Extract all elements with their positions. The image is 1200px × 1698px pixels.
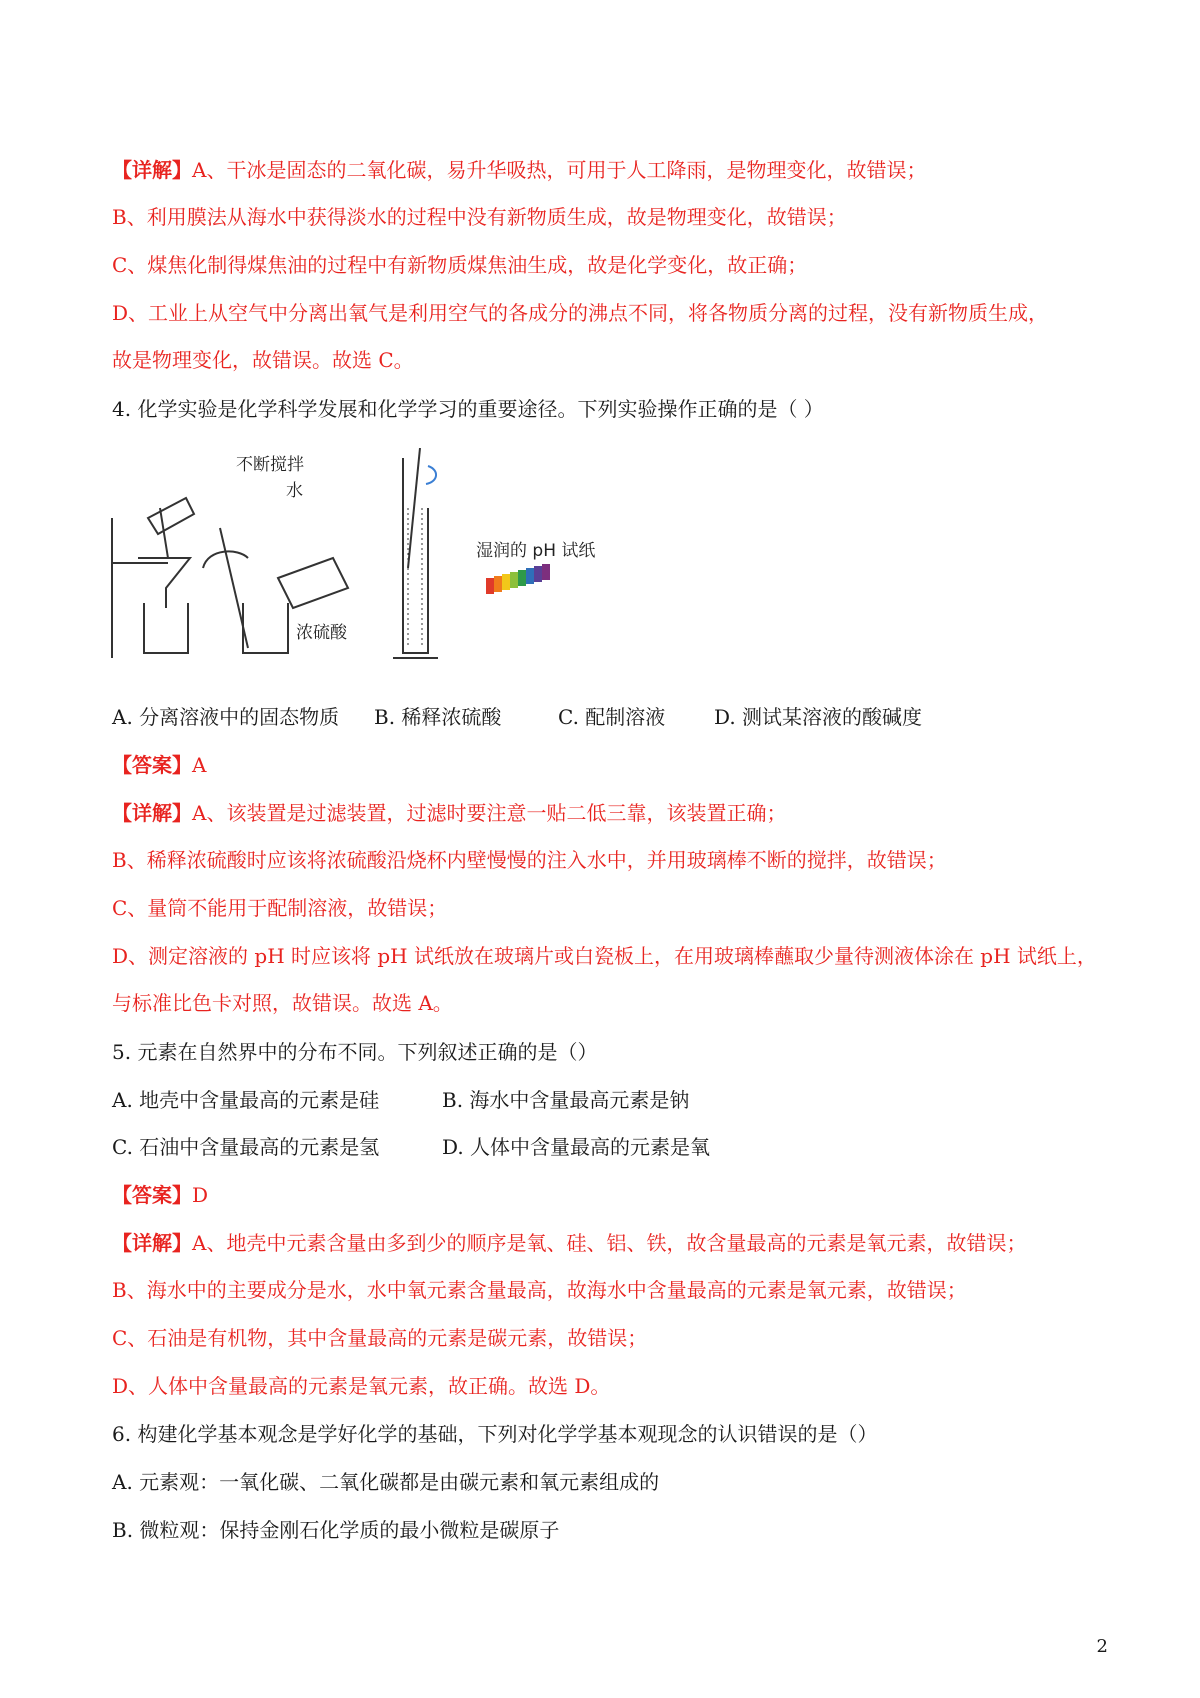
q6-option-a: A. 元素观：一氧化碳、二氧化碳都是由碳元素和氧元素组成的 [112, 1470, 660, 1494]
q4-answer [112, 751, 206, 779]
swirl-arrow [426, 466, 436, 484]
q3-detail-d-cont: 故是物理变化，故错误。故选 C。 [112, 348, 414, 372]
detail-text: A、干冰是固态的二氧化碳，易升华吸热，可用于人工降雨，是物理变化，故错误； [192, 158, 927, 182]
q6-stem: 6. 构建化学基本观念是学好化学的基础，下列对化学学基本观现念的认识错误的是（） [112, 1422, 878, 1446]
q5-option-a: A. 地壳中含量最高的元素是硅 [112, 1088, 380, 1112]
funnel [138, 558, 190, 608]
water-label: 水 [286, 481, 303, 501]
detail-prefix: 【详解】 [112, 158, 192, 182]
lab-apparatus-illustration [108, 448, 708, 668]
q4-detail-d: D、测定溶液的 pH 时应该将 pH 试纸放在玻璃片或白瓷板上，在用玻璃棒蘸取少量待测液体涂在 pH 试纸上， [112, 944, 1097, 968]
detail-prefix: 【详解】 [112, 801, 192, 825]
answer-value: D [192, 1183, 209, 1207]
detail-text: A、该装置是过滤装置，过滤时要注意一贴二低三靠，该装置正确； [192, 801, 787, 825]
q5-detail-b: B、海水中的主要成分是水，水中氧元素含量最高，故海水中含量最高的元素是氧元素，故错误； [112, 1278, 967, 1302]
q3-detail-a [112, 156, 926, 184]
q5-detail-d: D、人体中含量最高的元素是氧元素，故正确。故选 D。 [112, 1374, 611, 1398]
q3-detail-c: C、煤焦化制得煤焦油的过程中有新物质煤焦油生成，故是化学变化，故正确； [112, 253, 808, 277]
detail-text: A、地壳中元素含量由多到少的顺序是氧、硅、铝、铁，故含量最高的元素是氧元素，故错误； [192, 1231, 1027, 1255]
stir-label: 不断搅拌 [236, 455, 304, 475]
q6-option-b: B. 微粒观：保持金刚石化学质的最小微粒是碳原子 [112, 1518, 560, 1542]
pouring-bottle [278, 558, 348, 608]
ph-paper-label: 湿润的 pH 试纸 [476, 541, 596, 561]
q4-option-d: D. 测试某溶液的酸碱度 [714, 705, 923, 729]
answer-value: A [192, 753, 207, 777]
q4-option-c: C. 配制溶液 [558, 705, 666, 729]
q5-option-b: B. 海水中含量最高元素是钠 [442, 1088, 690, 1112]
q4-option-a: A. 分离溶液中的固态物质 [112, 705, 340, 729]
pouring-beaker [148, 498, 194, 534]
q5-stem: 5. 元素在自然界中的分布不同。下列叙述正确的是（） [112, 1040, 598, 1064]
q5-detail-c: C、石油是有机物，其中含量最高的元素是碳元素，故错误； [112, 1326, 648, 1350]
glass-rod-c [408, 448, 420, 568]
q4-detail-c: C、量筒不能用于配制溶液，故错误； [112, 896, 448, 920]
q4-detail-b: B、稀释浓硫酸时应该将浓硫酸沿烧杯内壁慢慢的注入水中，并用玻璃棒不断的搅拌，故错误； [112, 848, 947, 872]
q5-options-row2 [112, 1133, 710, 1161]
answer-prefix: 【答案】 [112, 1183, 192, 1207]
q3-detail-d: D、工业上从空气中分离出氧气是利用空气的各成分的沸点不同，将各物质分离的过程，没有新物质生成， [112, 301, 1049, 325]
q5-option-d: D. 人体中含量最高的元素是氧 [442, 1135, 711, 1159]
answer-prefix: 【答案】 [112, 753, 192, 777]
page-number: 2 [1096, 1636, 1108, 1657]
q3-detail-b: B、利用膜法从海水中获得淡水的过程中没有新物质生成，故是物理变化，故错误； [112, 205, 847, 229]
acid-label: 浓硫酸 [296, 623, 347, 643]
beaker-a [144, 603, 188, 653]
q4-stem: 4. 化学实验是化学科学发展和化学学习的重要途径。下列实验操作正确的是（ ） [112, 397, 824, 421]
q5-option-c: C. 石油中含量最高的元素是氢 [112, 1135, 380, 1159]
q4-option-b: B. 稀释浓硫酸 [374, 705, 502, 729]
q4-figure [108, 448, 708, 668]
q4-options [112, 703, 922, 731]
ph-color-chart [486, 564, 550, 594]
q4-detail-a [112, 799, 786, 827]
q5-options-row1 [112, 1086, 689, 1114]
glass-rod-b [220, 528, 248, 648]
q5-answer [112, 1181, 208, 1209]
beaker-b [243, 603, 288, 653]
detail-prefix: 【详解】 [112, 1231, 192, 1255]
q5-detail-a [112, 1229, 1026, 1257]
q4-detail-d-cont: 与标准比色卡对照，故错误。故选 A。 [112, 991, 453, 1015]
